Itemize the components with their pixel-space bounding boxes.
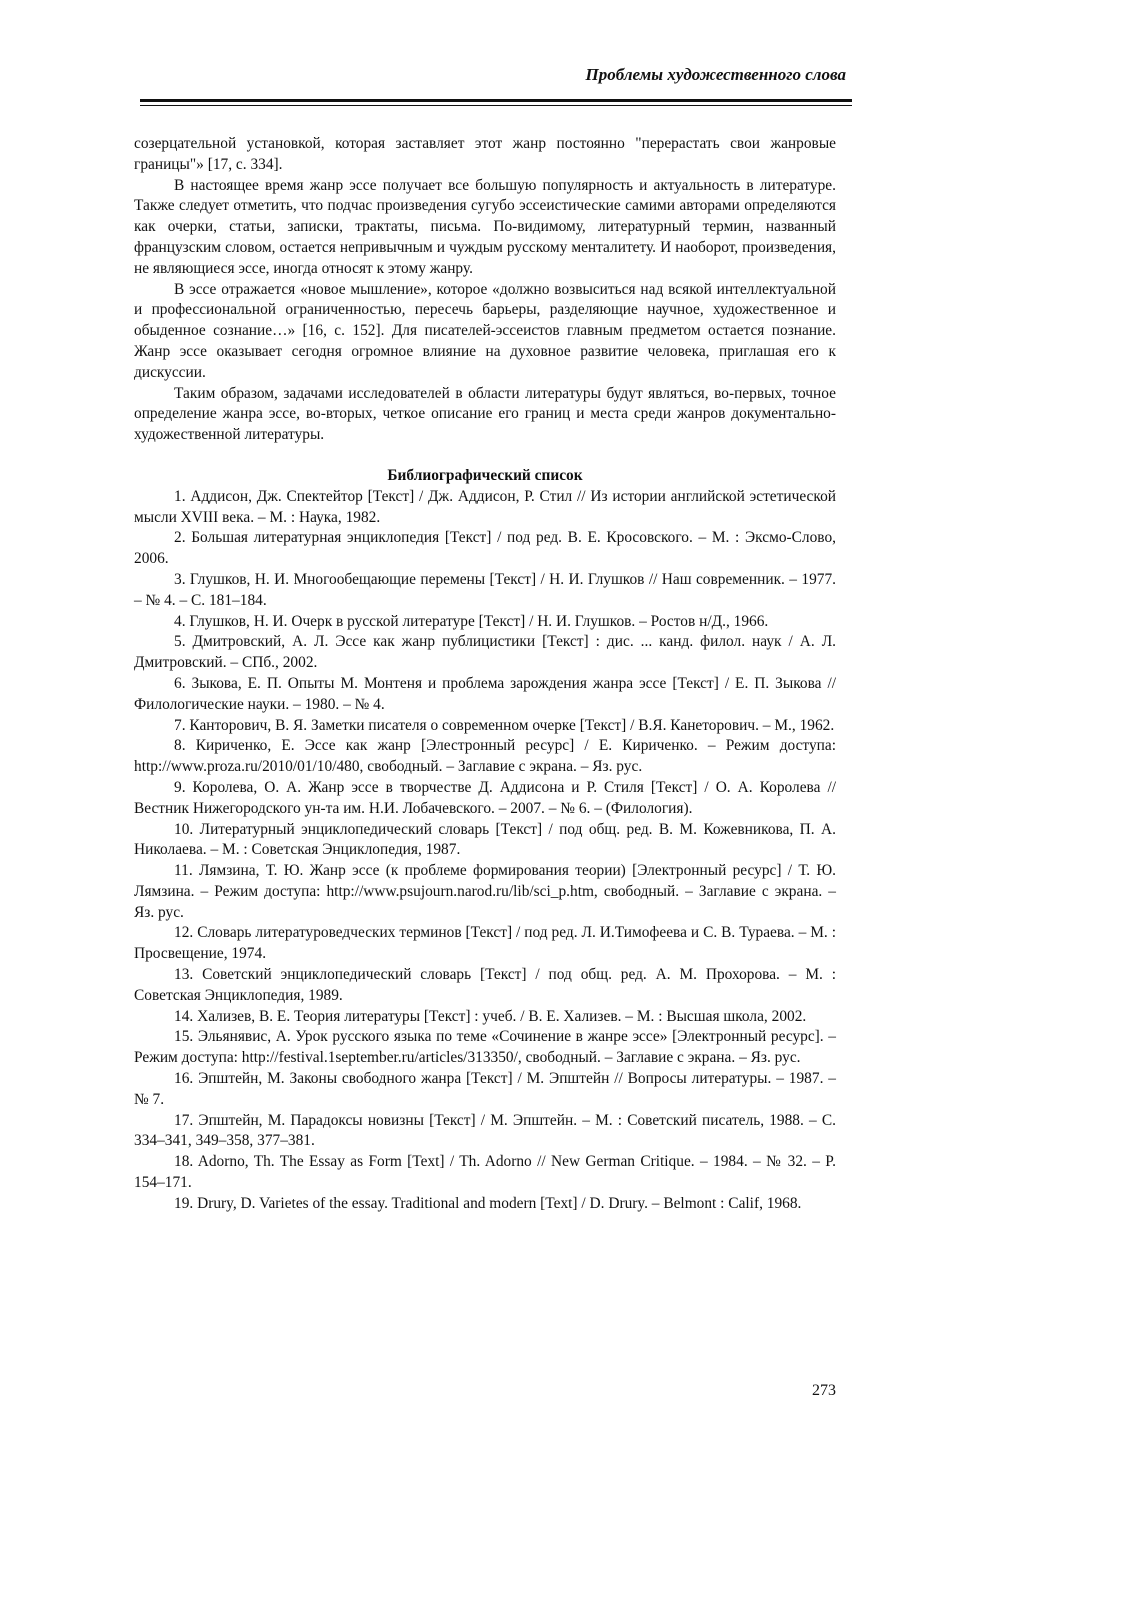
bibliography-item: 3. Глушков, Н. И. Многообещающие перемены [Текст] / Н. И. Глушков // Наш современник. – 1977. – № 4. – С. 181–184. [134, 570, 836, 609]
bibliography-item: 11. Лямзина, Т. Ю. Жанр эссе (к проблеме формирования теории) [Электронный ресурс] / Т. Ю. Лямзина. – Режим доступа: http://www.psujourn.narod.ru/lib/sci_p.htm, свободный. – Заглавие с экрана. – Яз. рус. [134, 862, 836, 921]
bibliography-item: 15. Эльянявис, А. Урок русского языка по теме «Сочинение в жанре эссе» [Электронный ресурс]. – Режим доступа: http://festival.1september.ru/articles/313350/, свободный. – Заглавие с экрана. – Яз. рус. [134, 1028, 836, 1067]
bibliography-item: 14. Хализев, В. Е. Теория литературы [Текст] : учеб. / В. Е. Хализев. – М. : Высшая школа, 2002. [174, 1007, 807, 1025]
bibliography-heading: Библиографический список [387, 466, 583, 484]
page-content [134, 134, 836, 1215]
body-paragraph-3: В эссе отражается «новое мышление», которое «должно возвыситься над всякой интеллектуальной и профессиональной ограниченностью, пересечь барьеры, разделяющие научное, художественное и обыденное сознание…» [16, с. 152]. Для писателей-эссеистов главным предметом остается познание. Жанр эссе оказывает сегодня огромное влияние на духовное развитие человека, приглашая его к дискуссии. [134, 280, 836, 381]
page-number: 273 [812, 1382, 836, 1399]
bibliography-item: 1. Аддисон, Дж. Спектейтор [Текст] / Дж. Аддисон, Р. Стил // Из истории английской эстетической мысли XVIII века. – М. : Наука, 1982. [134, 487, 836, 526]
bibliography-item: 10. Литературный энциклопедический словарь [Текст] / под общ. ред. В. М. Кожевникова, П. А. Николаева. – М. : Советская Энциклопедия, 1987. [134, 820, 836, 859]
bibliography-item: 9. Королева, О. А. Жанр эссе в творчестве Д. Аддисона и Р. Стиля [Текст] / О. А. Королева // Вестник Нижегородского ун-та им. Н.И. Лобачевского. – 2007. – № 6. – (Филология). [134, 778, 836, 817]
bibliography-item: 19. Drury, D. Varietes of the essay. Traditional and modern [Text] / D. Drury. – Belmont : Calif, 1968. [174, 1194, 802, 1212]
bibliography-item: 2. Большая литературная энциклопедия [Текст] / под ред. В. Е. Кросовского. – М. : Эксмо-Слово, 2006. [134, 529, 836, 568]
bibliography-list [134, 487, 836, 1215]
bibliography-item: 5. Дмитровский, А. Л. Эссе как жанр публицистики [Текст] : дис. ... канд. филол. наук / А. Л. Дмитровский. – СПб., 2002. [134, 633, 836, 672]
running-head: Проблемы художественного слова [585, 65, 846, 84]
bibliography-item: 17. Эпштейн, М. Парадоксы новизны [Текст] / М. Эпштейн. – М. : Советский писатель, 1988. – С. 334–341, 349–358, 377–381. [134, 1111, 836, 1150]
bibliography-item: 4. Глушков, Н. И. Очерк в русской литературе [Текст] / Н. И. Глушков. – Ростов н/Д., 1966. [174, 612, 769, 630]
bibliography-item: 7. Канторович, В. Я. Заметки писателя о современном очерке [Текст] / В.Я. Канеторович. – М., 1962. [174, 716, 835, 734]
bibliography-item: 8. Кириченко, Е. Эссе как жанр [Элестронный ресурс] / Е. Кириченко. – Режим доступа: http://www.proza.ru/2010/01/10/480, свободный. – Заглавие с экрана. – Яз. рус. [134, 737, 836, 776]
header-rule-thin [140, 105, 852, 106]
bibliography-item: 18. Adorno, Th. The Essay as Form [Text] / Th. Adorno // New German Critique. – 1984. – № 32. – P. 154–171. [134, 1153, 836, 1192]
bibliography-item: 16. Эпштейн, М. Законы свободного жанра [Текст] / М. Эпштейн // Вопросы литературы. – 1987. – № 7. [134, 1070, 836, 1108]
body-paragraph-1: созерцательной установкой, которая заставляет этот жанр постоянно "перерастать свои жанровые границы"» [17, с. 334]. [134, 135, 836, 173]
bibliography-item: 12. Словарь литературоведческих терминов [Текст] / под ред. Л. И.Тимофеева и С. В. Тураева. – М. : Просвещение, 1974. [134, 924, 836, 963]
header-rule-thick [140, 99, 852, 102]
body-paragraph-4: Таким образом, задачами исследователей в области литературы будут являться, во-первых, точное определение жанра эссе, во-вторых, четкое описание его границ и места среди жанров документально-художественной литературы. [134, 384, 836, 444]
bibliography-item: 6. Зыкова, Е. П. Опыты М. Монтеня и проблема зарождения жанра эссе [Текст] / Е. П. Зыкова // Филологические науки. – 1980. – № 4. [134, 674, 836, 713]
body-paragraph-2: В настоящее время жанр эссе получает все большую популярность и актуальность в литературе. Также следует отметить, что подчас произведения сугубо эссеистические самими авторами определяются как очерки, статьи, записки, трактаты, письма. По-видимому, литературный термин, названный французским словом, остается непривычным и чуждым русскому менталитету. И наоборот, произведения, не являющиеся эссе, иногда относят к этому жанру. [134, 176, 836, 277]
bibliography-item: 13. Советский энциклопедический словарь [Текст] / под общ. ред. А. М. Прохорова. – М. : Советская Энциклопедия, 1989. [134, 966, 836, 1004]
